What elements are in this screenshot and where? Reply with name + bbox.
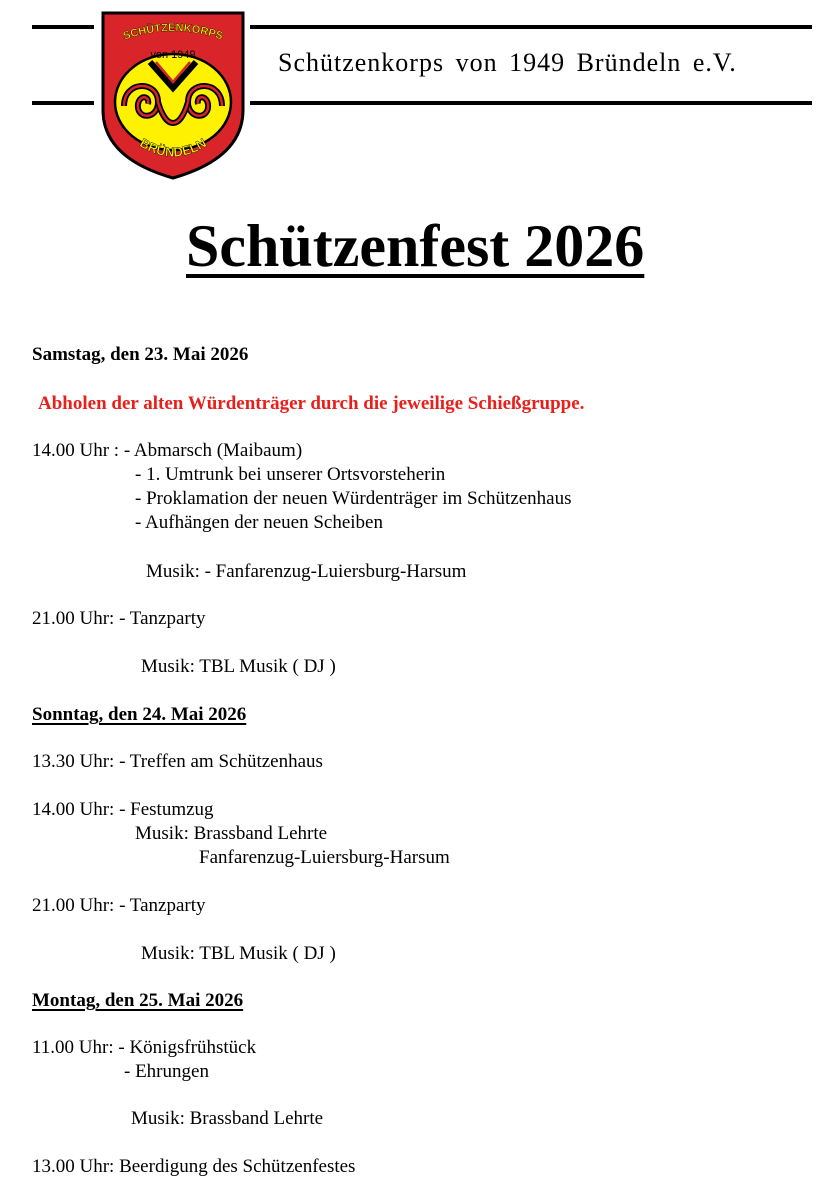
schedule-line: - Proklamation der neuen Würdenträger im Schützenhaus [135, 488, 572, 509]
club-crest-logo [100, 10, 246, 180]
schedule-line: 14.00 Uhr : - Abmarsch (Maibaum) [32, 440, 303, 461]
schedule-line: - 1. Umtrunk bei unserer Ortsvorsteherin [135, 464, 446, 485]
day-heading-sunday: Sonntag, den 24. Mai 2026 [32, 704, 247, 725]
saturday-notice: Abholen der alten Würdenträger durch die jeweilige Schießgruppe. [38, 393, 585, 414]
music-line: Fanfarenzug-Luiersburg-Harsum [199, 847, 450, 868]
header-rule-bottom-left [32, 101, 94, 105]
schedule-line: 21.00 Uhr: - Tanzparty [32, 895, 206, 916]
music-line: Musik: TBL Musik ( DJ ) [141, 943, 336, 964]
schedule-line: 13.00 Uhr: Beerdigung des Schützenfestes [32, 1156, 356, 1177]
header-rule-top-right [250, 25, 812, 29]
organization-name: Schützenkorps von 1949 Bründeln e.V. [278, 48, 737, 77]
day-heading-saturday: Samstag, den 23. Mai 2026 [32, 344, 249, 365]
schedule-line: 13.30 Uhr: - Treffen am Schützenhaus [32, 751, 323, 772]
day-heading-monday: Montag, den 25. Mai 2026 [32, 990, 244, 1011]
schedule-line: - Aufhängen der neuen Scheiben [135, 512, 383, 533]
page-title: Schützenfest 2026 [186, 213, 645, 279]
header-rule-bottom-right [250, 101, 812, 105]
header-rule-top-left [32, 25, 94, 29]
music-line: Musik: Brassband Lehrte [131, 1108, 324, 1129]
schedule-line: 11.00 Uhr: - Königsfrühstück [32, 1037, 257, 1058]
crest-year-text: von 1949 [150, 49, 196, 61]
music-line: Musik: TBL Musik ( DJ ) [141, 656, 336, 677]
crest-bottom-text: BRÜNDELN [137, 135, 209, 160]
schedule-line: - Ehrungen [124, 1061, 209, 1082]
crest-top-text: SCHÜTZENKORPS [121, 21, 225, 43]
music-line: Musik: - Fanfarenzug-Luiersburg-Harsum [146, 561, 467, 582]
schedule-line: 14.00 Uhr: - Festumzug [32, 799, 214, 820]
schedule-line: 21.00 Uhr: - Tanzparty [32, 608, 206, 629]
music-line: Musik: Brassband Lehrte [135, 823, 328, 844]
